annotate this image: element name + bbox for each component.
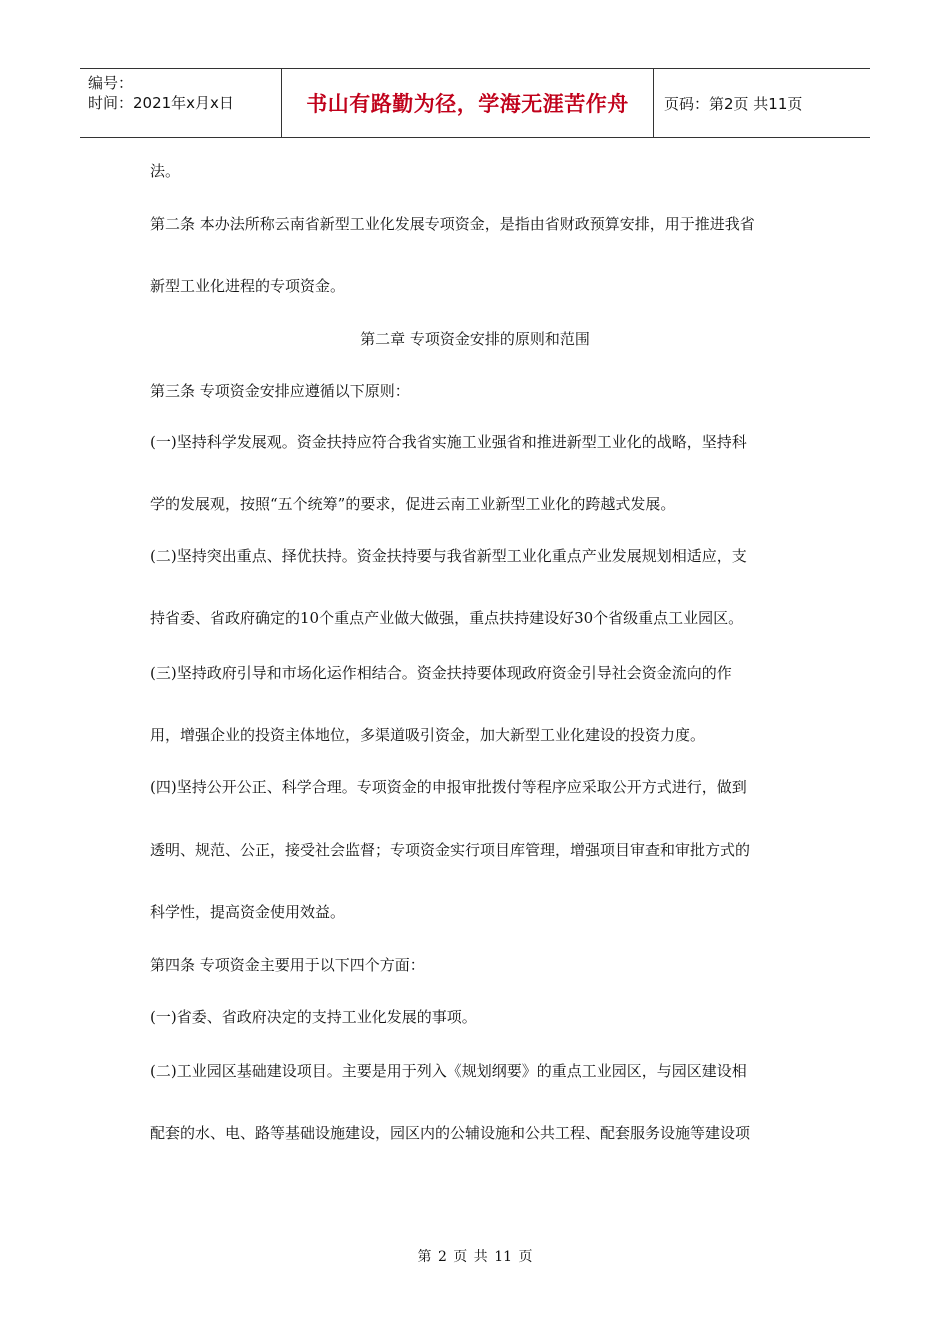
body-line: 用，增强企业的投资主体地位，多渠道吸引资金，加大新型工业化建设的投资力度。 [150, 726, 706, 744]
header-motto-cell [281, 69, 654, 137]
scope-2: (二)工业园区基础建设项目。主要是用于列入《规划纲要》的重点工业园区，与园区建设相 [150, 1062, 747, 1080]
body-line: 透明、规范、公正，接受社会监督；专项资金实行项目库管理，增强项目审查和审批方式的 [150, 841, 751, 859]
principle-2: (二)坚持突出重点、择优扶持。资金扶持要与我省新型工业化重点产业发展规划相适应，支 [150, 547, 747, 565]
document-date-label: 时间：2021年x月x日 [88, 94, 234, 112]
scope-1: (一)省委、省政府决定的支持工业化发展的事项。 [150, 1008, 477, 1026]
document-number-label: 编号： [88, 74, 134, 92]
header-page-info: 页码：第2页 共11页 [664, 94, 803, 113]
principle-4: (四)坚持公开公正、科学合理。专项资金的申报审批拨付等程序应采取公开方式进行，做到 [150, 778, 747, 796]
body-line: 科学性，提高资金使用效益。 [150, 903, 346, 921]
header-motto: 书山有路勤为径，学海无涯苦作舟 [306, 92, 629, 116]
chapter-2-title: 第二章 专项资金安排的原则和范围 [360, 330, 590, 348]
article-2-heading: 第二条 本办法所称云南省新型工业化发展专项资金，是指由省财政预算安排，用于推进我省 [150, 215, 755, 233]
header-meta-cell [80, 69, 281, 137]
body-line: 持省委、省政府确定的10个重点产业做大做强，重点扶持建设好30个省级重点工业园区。 [150, 609, 744, 627]
body-line: 新型工业化进程的专项资金。 [150, 277, 346, 295]
principle-3: (三)坚持政府引导和市场化运作相结合。资金扶持要体现政府资金引导社会资金流向的作 [150, 664, 732, 682]
article-3-heading: 第三条 专项资金安排应遵循以下原则： [150, 382, 410, 400]
body-line: 法。 [150, 162, 181, 180]
article-4-heading: 第四条 专项资金主要用于以下四个方面： [150, 956, 425, 974]
principle-1: (一)坚持科学发展观。资金扶持应符合我省实施工业强省和推进新型工业化的战略，坚持科 [150, 433, 747, 451]
header-page-cell [654, 69, 870, 137]
page-footer: 第 2 页 共 11 页 [417, 1249, 533, 1265]
body-line: 学的发展观，按照“五个统筹”的要求，促进云南工业新型工业化的跨越式发展。 [150, 495, 676, 513]
header-table [80, 68, 870, 138]
body-line: 配套的水、电、路等基础设施建设，园区内的公辅设施和公共工程、配套服务设施等建设项 [150, 1124, 751, 1142]
